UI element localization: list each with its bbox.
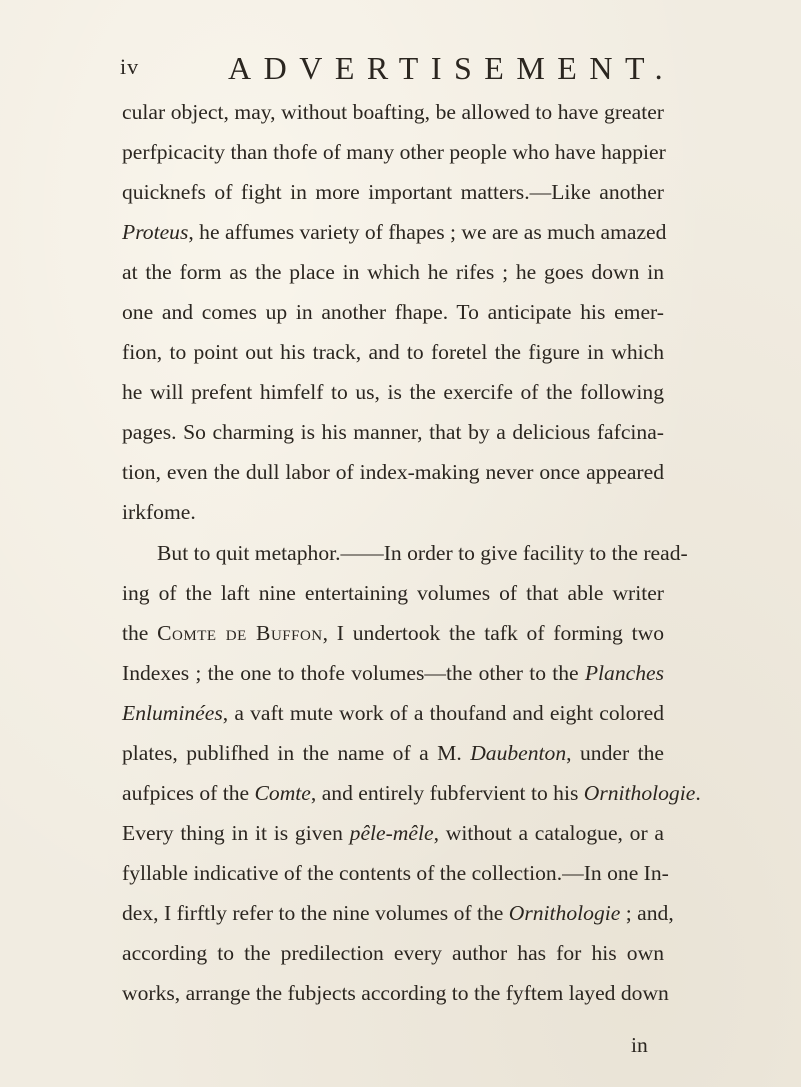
- italic-text: Ornithologie: [508, 901, 621, 925]
- text-run: the: [122, 621, 158, 645]
- text-run: he will prefent himfelf to us, is the exercife of the following: [122, 380, 664, 404]
- text-line: [122, 172, 664, 212]
- text-run: , without a catalogue, or a: [433, 821, 665, 845]
- text-run: But to quit metaphor.——In order to give facility to the read-: [157, 541, 688, 565]
- text-line: [122, 132, 664, 172]
- text-line: [122, 412, 664, 452]
- paragraph-2: [122, 533, 701, 1013]
- text-line: [122, 613, 664, 653]
- text-line: [122, 973, 669, 1013]
- text-run: , a vaft mute work of a thoufand and eight colored: [222, 701, 664, 725]
- running-head: ADVERTISEMENT.: [228, 50, 676, 86]
- text-line: [122, 693, 664, 733]
- text-line: [122, 212, 667, 252]
- page-header: [120, 50, 760, 90]
- text-line: [122, 853, 669, 893]
- text-line: [122, 533, 688, 573]
- text-run: , and entirely fubfervient to his: [310, 781, 584, 805]
- text-run: Indexes ; the one to thofe volumes—the other to the: [122, 661, 585, 685]
- text-line: [122, 452, 664, 492]
- text-line: [122, 372, 664, 412]
- text-run: cular object, may, without boafting, be allowed to have greater: [122, 100, 664, 124]
- small-caps-text: Comte de Buffon: [157, 621, 323, 645]
- text-line: [122, 893, 674, 933]
- text-run: dex, I firftly refer to the nine volumes of the: [122, 901, 509, 925]
- text-run: .: [695, 781, 701, 805]
- text-run: , I undertook the tafk of forming two: [322, 621, 664, 645]
- text-run: , under the: [566, 741, 664, 765]
- text-run: according to the predilection every author has for his own: [122, 941, 664, 965]
- text-run: pages. So charming is his manner, that by a delicious fafcina-: [122, 420, 664, 444]
- page-number: iv: [120, 54, 140, 79]
- text-run: fion, to point out his track, and to foretel the figure in which: [122, 340, 664, 364]
- text-line: [122, 252, 664, 292]
- text-run: plates, publifhed in the name of a M.: [122, 741, 471, 765]
- text-run: at the form as the place in which he rifes ; he goes down in: [122, 260, 664, 284]
- italic-text: Planches: [584, 661, 664, 685]
- text-run: quicknefs of fight in more important matters.—Like another: [122, 180, 664, 204]
- text-run: works, arrange the fubjects according to the fyftem layed down: [122, 981, 669, 1005]
- paragraph-1: [122, 92, 667, 532]
- text-run: aufpices of the: [122, 781, 255, 805]
- italic-text: pêle-mêle: [349, 821, 434, 845]
- text-line: [122, 292, 664, 332]
- italic-text: Daubenton: [470, 741, 567, 765]
- text-run: irkfome.: [122, 500, 196, 524]
- text-line: [122, 573, 664, 613]
- text-line: [122, 773, 701, 813]
- catchword: in: [631, 1033, 648, 1057]
- text-run: one and comes up in another fhape. To anticipate his emer-: [122, 300, 664, 324]
- text-run: tion, even the dull labor of index-making never once appeared: [122, 460, 664, 484]
- text-line: [122, 653, 664, 693]
- text-line: [122, 933, 664, 973]
- italic-text: Proteus: [122, 220, 189, 244]
- italic-text: Comte: [254, 781, 311, 805]
- italic-text: Ornithologie: [583, 781, 696, 805]
- text-line: [122, 92, 664, 132]
- text-run: , he affumes variety of fhapes ; we are as much amazed: [188, 220, 667, 244]
- italic-text: Enluminées: [122, 701, 223, 725]
- text-line: [122, 733, 664, 773]
- text-line: [122, 332, 664, 372]
- text-run: ing of the laft nine entertaining volumes of that able writer: [122, 581, 664, 605]
- text-run: Every thing in it is given: [122, 821, 350, 845]
- text-run: perfpicacity than thofe of many other people who have happier: [122, 140, 666, 164]
- text-run: fyllable indicative of the contents of the collection.—In one In-: [122, 861, 669, 885]
- text-run: ; and,: [620, 901, 674, 925]
- text-line: [122, 813, 664, 853]
- text-line: [122, 492, 664, 532]
